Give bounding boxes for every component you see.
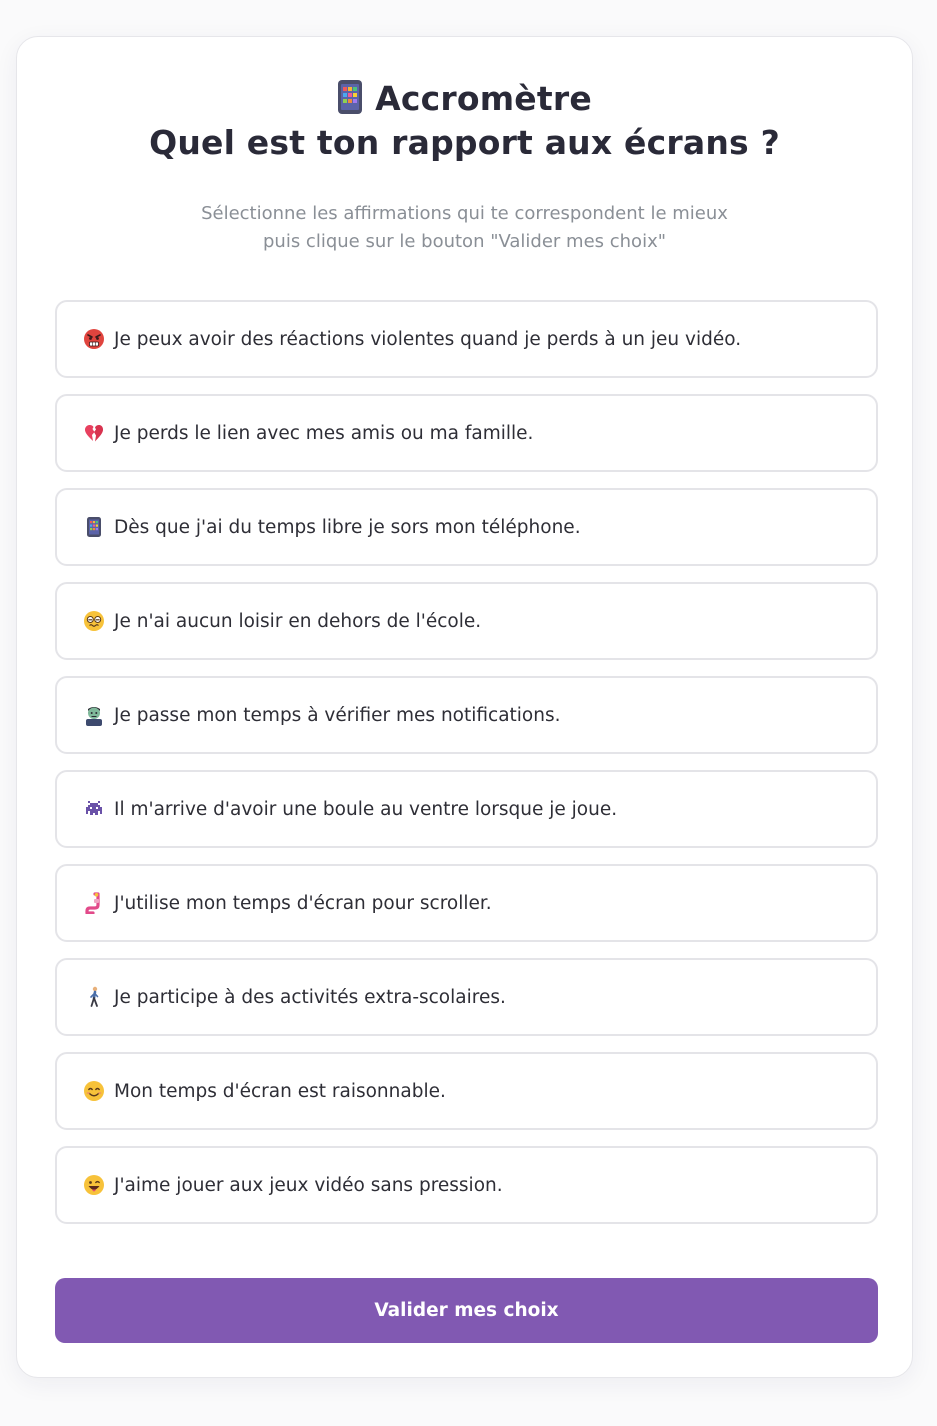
page-title <box>17 77 912 165</box>
option-label: Je n'ai aucun loisir en dehors de l'école. <box>114 610 482 632</box>
scrolling-hand-icon <box>83 892 105 914</box>
option-label: Il m'arrive d'avoir une boule au ventre lorsque je joue. <box>114 798 618 820</box>
angry-face-icon <box>83 328 105 350</box>
option-10[interactable] <box>55 1146 878 1224</box>
option-label: Je perds le lien avec mes amis ou ma famille. <box>114 422 534 444</box>
mobile-phone-icon <box>337 80 363 114</box>
option-4[interactable] <box>55 582 878 660</box>
bored-face-icon <box>83 610 105 632</box>
option-7[interactable] <box>55 864 878 942</box>
space-invader-icon <box>83 798 105 820</box>
smiling-face-icon <box>83 1080 105 1102</box>
options-list <box>55 300 878 1240</box>
option-label: Je participe à des activités extra-scolaires. <box>114 986 506 1008</box>
option-3[interactable] <box>55 488 878 566</box>
option-label: J'aime jouer aux jeux vidéo sans pression. <box>114 1174 503 1196</box>
instructions-line-1: Sélectionne les affirmations qui te correspondent le mieux <box>201 203 728 224</box>
title-line-app <box>17 77 912 121</box>
option-6[interactable] <box>55 770 878 848</box>
instructions <box>17 200 912 256</box>
option-label: Je peux avoir des réactions violentes quand je perds à un jeu vidéo. <box>114 328 742 350</box>
option-1[interactable] <box>55 300 878 378</box>
mobile-phone-icon <box>83 516 105 538</box>
option-label: Dès que j'ai du temps libre je sors mon téléphone. <box>114 516 581 538</box>
option-5[interactable] <box>55 676 878 754</box>
app-name: Accromètre <box>375 79 592 118</box>
zombie-icon <box>83 704 105 726</box>
instructions-line-2: puis clique sur le bouton "Valider mes choix" <box>262 231 667 252</box>
question-title: Quel est ton rapport aux écrans ? <box>149 123 780 162</box>
option-label: J'utilise mon temps d'écran pour scroller. <box>114 892 492 914</box>
option-2[interactable] <box>55 394 878 472</box>
option-label: Mon temps d'écran est raisonnable. <box>114 1080 446 1102</box>
broken-heart-icon <box>83 422 105 444</box>
playful-face-icon <box>83 1174 105 1196</box>
submit-button[interactable]: Valider mes choix <box>55 1278 878 1343</box>
option-9[interactable] <box>55 1052 878 1130</box>
quiz-card <box>16 36 913 1378</box>
option-8[interactable] <box>55 958 878 1036</box>
option-label: Je passe mon temps à vérifier mes notifications. <box>114 704 561 726</box>
walking-person-icon <box>83 986 105 1008</box>
